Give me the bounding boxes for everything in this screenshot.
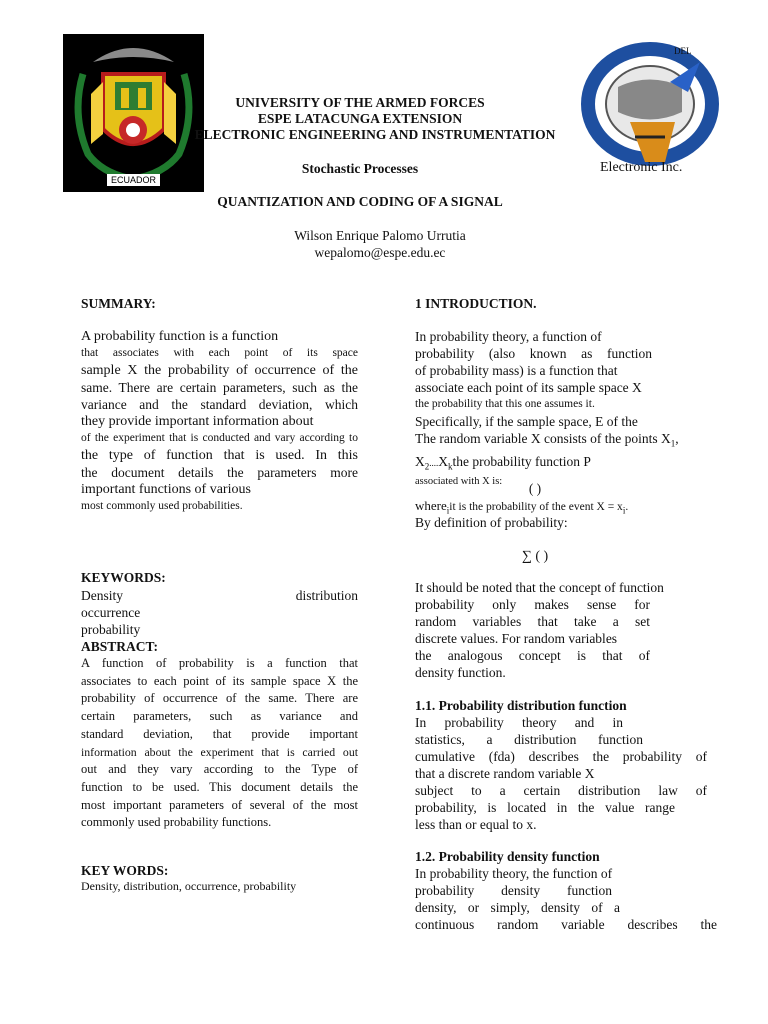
note-line: the analogous concept is that of xyxy=(415,648,650,663)
keywords-body xyxy=(81,587,358,638)
abstract-line: function to be used. This document details the xyxy=(81,779,358,794)
university-name: UNIVERSITY OF THE ARMED FORCES xyxy=(235,95,485,110)
intro-line: Specifically, if the sample space, E of the xyxy=(415,414,638,429)
note-line: random variables that take a set xyxy=(415,614,650,629)
abstract-heading: ABSTRACT: xyxy=(81,639,159,654)
summary-body xyxy=(81,328,358,515)
abstract-line: out and they vary according to the Type of xyxy=(81,762,358,777)
logo-del-text: DEL xyxy=(674,46,692,56)
keywords2-heading: KEY WORDS: xyxy=(81,863,169,878)
intro-line: the probability that this one assumes it. xyxy=(415,398,595,410)
summary-line: most commonly used probabilities. xyxy=(81,500,243,512)
summary-line: that associates with each point of its space xyxy=(81,347,358,359)
note-line: probability only makes sense for xyxy=(415,597,650,612)
abstract-body xyxy=(81,655,358,832)
section-1-2-body xyxy=(415,865,717,933)
section-1-1-heading: 1.1. Probability distribution function xyxy=(415,698,627,713)
abstract-line: standard deviation, that provide important xyxy=(81,726,358,741)
note-line: discrete values. For random variables xyxy=(415,631,618,646)
summary-line: important functions of various xyxy=(81,482,251,497)
summary-line: A probability function is a function xyxy=(81,329,279,344)
author-email: wepalomo@espe.edu.ec xyxy=(314,245,446,260)
abstract-line: most important parameters of several of the most xyxy=(81,797,358,812)
electronic-inc-logo xyxy=(570,42,730,197)
s12-line: probability density function xyxy=(415,883,612,898)
intro-line: The random variable X consists of the points $X_1$, xyxy=(415,431,679,449)
equation-2: ∑ ( ) xyxy=(521,549,549,564)
note-line: It should be noted that the concept of function xyxy=(415,580,664,595)
abstract-line: commonly used probability functions. xyxy=(81,815,272,830)
extension-name: ESPE LATACUNGA EXTENSION xyxy=(257,111,463,126)
summary-line: of the experiment that is conducted and vary according to xyxy=(81,432,358,444)
keywords2-text: Density, distribution, occurrence, probability xyxy=(81,879,297,893)
s11-line: cumulative (fda) describes the probability of xyxy=(415,749,707,764)
summary-line: sample X the probability of occurrence of the xyxy=(81,363,358,378)
note-body xyxy=(415,579,705,681)
where-line: where$_i$it is the probability of the event $X = x_i$. xyxy=(415,498,629,516)
note-line: density function. xyxy=(415,665,506,680)
intro-line: associated with X is: xyxy=(415,476,503,488)
abstract-line: associates to each point of its sample space X the xyxy=(81,673,358,688)
intro-line: associate each point of its sample space X xyxy=(415,380,642,395)
summary-line: the type of function that is used. In this xyxy=(81,448,358,463)
s11-line: less than or equal to x. xyxy=(415,817,537,832)
abstract-line: information about the experiment that is carried out xyxy=(81,744,358,759)
keywords-line: probability xyxy=(81,622,141,637)
author-name: Wilson Enrique Palomo Urrutia xyxy=(294,228,466,243)
intro-body xyxy=(415,328,705,488)
keywords-line: Density distribution occurrence xyxy=(81,588,358,620)
abstract-line: certain parameters, such as variance and xyxy=(81,709,358,724)
abstract-line: A function of probability is a function that xyxy=(81,656,358,670)
s11-line: statistics, a distribution function xyxy=(415,732,643,747)
summary-line: variance and the standard deviation, which xyxy=(81,397,358,412)
s11-line: that a discrete random variable X xyxy=(415,766,595,781)
section-1-2-heading: 1.2. Probability density function xyxy=(415,849,600,864)
summary-line: they provide important information about xyxy=(81,414,314,429)
definition-line: By definition of probability: xyxy=(415,515,568,530)
s12-line: In probability theory, the function of xyxy=(415,866,613,881)
summary-line: the document details the parameters more xyxy=(81,465,358,480)
s12-line: continuous random variable describes the xyxy=(415,917,717,932)
intro-line: of probability mass) is a function that xyxy=(415,363,618,378)
summary-heading: SUMMARY: xyxy=(81,296,156,311)
summary-line: same. There are certain parameters, such as the xyxy=(81,380,358,395)
abstract-line: probability of occurrence of the same. There are xyxy=(81,691,358,706)
keywords-heading: KEYWORDS: xyxy=(81,570,166,585)
intro-line: $X_2....X_kthe$ probability function P xyxy=(415,453,591,472)
paper-title: QUANTIZATION AND CODING OF A SIGNAL xyxy=(217,194,503,209)
section-1-1-body xyxy=(415,714,707,833)
crest-label: ECUADOR xyxy=(110,175,156,185)
logo-label: Electronic Inc. xyxy=(600,160,683,175)
s11-line: probability, is located in the value range xyxy=(415,800,675,815)
s11-line: In probability theory and in xyxy=(415,715,623,730)
course-name: Stochastic Processes xyxy=(301,161,419,176)
s11-line: subject to a certain distribution law of xyxy=(415,783,707,798)
s12-line: density, or simply, density of a xyxy=(415,900,620,915)
intro-line: In probability theory, a function of xyxy=(415,329,602,344)
intro-line: probability (also known as function xyxy=(415,346,652,361)
equation-1: ( ) xyxy=(528,481,542,496)
department-name: ELECTRONIC ENGINEERING AND INSTRUMENTATION xyxy=(194,127,556,142)
intro-heading: 1 INTRODUCTION. xyxy=(415,296,537,311)
